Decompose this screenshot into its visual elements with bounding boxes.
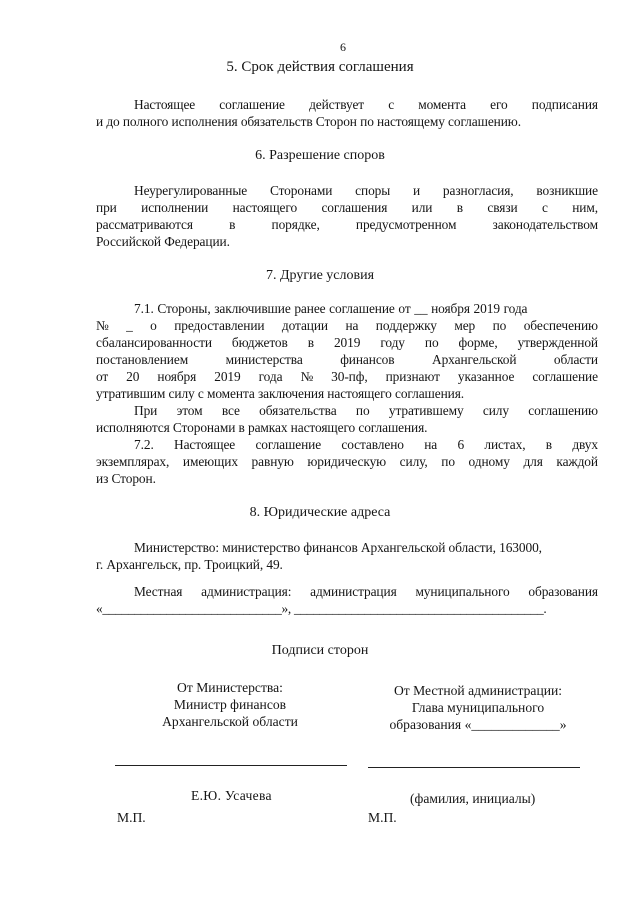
ministry-address-line-2: г. Архангельск, пр. Троицкий, 49. (96, 557, 283, 572)
section-7-p2-line-2: исполняются Сторонами в рамках настоящего соглашения. (96, 420, 428, 435)
word: Архангельской (432, 352, 517, 367)
word: 7.2. (134, 437, 154, 452)
word: от (96, 369, 109, 384)
word: ним, (572, 200, 598, 215)
section-5-heading: 5. Срок действия соглашения (226, 59, 414, 75)
section-7-p1-line-6: утратившим силу с момента заключения настоящего соглашения. (96, 386, 465, 401)
section-6-line-1 (134, 183, 598, 199)
page-number: 6 (340, 40, 346, 54)
word: в (229, 217, 236, 232)
word: на (424, 437, 438, 452)
local-admin-signature-line (368, 767, 580, 768)
word: по (492, 318, 507, 333)
word: Настоящее (174, 437, 236, 452)
section-5-line-2: и до полного исполнения обязательств Сторон по настоящему соглашению. (96, 114, 521, 129)
word: возникшие (536, 183, 598, 198)
word: связи (487, 200, 518, 215)
section-7-p3-line-2 (96, 454, 598, 470)
local-admin-signatory-name: (фамилия, инициалы) (410, 791, 536, 806)
word: листах, (484, 437, 526, 452)
word: постановлением (96, 352, 189, 367)
word: настоящего (232, 200, 298, 215)
ministry-signature-line (115, 765, 347, 766)
word: споры (355, 183, 391, 198)
word: соглашение (219, 97, 285, 112)
word: в (307, 335, 314, 350)
word: в (545, 437, 552, 452)
word: порядке, (271, 217, 320, 232)
word: действует (309, 97, 365, 112)
word: министерства (225, 352, 303, 367)
local-admin-seal-mark: М.П. (368, 810, 397, 825)
word: при (96, 200, 117, 215)
word: предусмотренном (355, 217, 457, 232)
word: утратившему (388, 403, 464, 418)
ministry-signature-title-3: Архангельской области (162, 714, 298, 729)
word: по (355, 403, 370, 418)
word: с (542, 200, 548, 215)
local-admin-signature-title-3: образования «_____________» (389, 717, 567, 732)
section-6-heading: 6. Разрешение споров (255, 148, 385, 163)
word: Неурегулированные (134, 183, 248, 198)
word: рассматриваются (96, 217, 193, 232)
word: равную (251, 454, 294, 469)
word: разногласия, (442, 183, 514, 198)
word: двух (572, 437, 598, 452)
local-admin-signature-title-1: От Местной администрации: (393, 683, 563, 698)
word: соглашению (528, 403, 598, 418)
word: администрация (310, 584, 397, 599)
word: каждой (556, 454, 598, 469)
word: 2019 (214, 369, 241, 384)
word: этом (176, 403, 203, 418)
word: обязательства (259, 403, 337, 418)
word: № (300, 369, 314, 384)
word: № (96, 318, 109, 333)
section-5-line-1 (134, 97, 598, 113)
word: предоставлении (174, 318, 265, 333)
word: соглашение (532, 369, 598, 384)
word: соглашения (321, 200, 388, 215)
ministry-address-line-1: Министерство: министерство финансов Архангельской области, 163000, (134, 540, 542, 555)
word: финансов (340, 352, 395, 367)
word: составлено (341, 437, 404, 452)
local-admin-signature-title-2: Глава муниципального (411, 700, 545, 715)
word: мер (454, 318, 476, 333)
word: одному (468, 454, 510, 469)
word: обеспечению (523, 318, 598, 333)
word: администрация: (201, 584, 292, 599)
word: сбалансированности (96, 335, 212, 350)
ministry-signature-title-1: От Министерства: (177, 680, 283, 695)
word: указанное (457, 369, 515, 384)
word: экземплярах, (96, 454, 170, 469)
section-7-p1-line-3 (96, 335, 598, 351)
word: году (380, 335, 405, 350)
section-7-p1-line-2 (96, 318, 598, 334)
word: форме, (458, 335, 498, 350)
section-7-p1-line-4 (96, 352, 598, 368)
word: года (258, 369, 283, 384)
word: признают (385, 369, 440, 384)
word: соглашение (255, 437, 322, 452)
section-6-line-3 (96, 217, 598, 233)
word: образования (528, 584, 598, 599)
ministry-seal-mark: М.П. (117, 810, 146, 825)
section-7-p1-line-1: 7.1. Стороны, заключившие ранее соглашение от __ ноября 2019 года (134, 301, 528, 316)
word: по (424, 335, 439, 350)
word: законодательством (492, 217, 598, 232)
word: силу (482, 403, 509, 418)
word: о (150, 318, 157, 333)
local-admin-line-2: «____________________________», _______________________________________. (96, 601, 547, 616)
signatures-heading: Подписи сторон (271, 643, 369, 658)
word: подписания (531, 97, 598, 112)
word: ноября (157, 369, 197, 384)
word: на (345, 318, 359, 333)
word: все (221, 403, 240, 418)
word: Местная (134, 584, 183, 599)
section-8-heading: 8. Юридические адреса (249, 505, 391, 520)
word: Сторонами (269, 183, 333, 198)
word: по (441, 454, 455, 469)
section-6-line-4: Российской Федерации. (96, 234, 230, 249)
ministry-signatory-name: Е.Ю. Усачева (191, 788, 272, 803)
word: юридическую (307, 454, 387, 469)
word: имеющих (182, 454, 238, 469)
word: с (388, 97, 395, 112)
section-7-p3-line-3: из Сторон. (96, 471, 156, 486)
local-admin-line-1 (134, 584, 598, 600)
section-7-heading: 7. Другие условия (265, 268, 375, 283)
word: 30-пф, (331, 369, 368, 384)
word: области (553, 352, 598, 367)
section-7-p3-line-1 (134, 437, 598, 453)
word: исполнении (141, 200, 209, 215)
word: его (490, 97, 508, 112)
word: и (412, 183, 421, 198)
word: 6 (457, 437, 465, 452)
word: утвержденной (517, 335, 598, 350)
section-7-p2-line-1 (134, 403, 598, 419)
word: _ (126, 318, 133, 333)
word: дотации (281, 318, 328, 333)
word: силу, (399, 454, 428, 469)
word: поддержку (375, 318, 437, 333)
word: 2019 (333, 335, 361, 350)
section-7-p1-line-5 (96, 369, 598, 385)
word: момента (418, 97, 466, 112)
word: бюджетов (231, 335, 288, 350)
word: или (411, 200, 433, 215)
section-6-line-2 (96, 200, 598, 216)
word: 20 (126, 369, 140, 384)
word: для (523, 454, 543, 469)
ministry-signature-title-2: Министр финансов (173, 697, 287, 712)
word: в (456, 200, 463, 215)
word: При (134, 403, 158, 418)
word: Настоящее (134, 97, 196, 112)
word: муниципального (415, 584, 510, 599)
